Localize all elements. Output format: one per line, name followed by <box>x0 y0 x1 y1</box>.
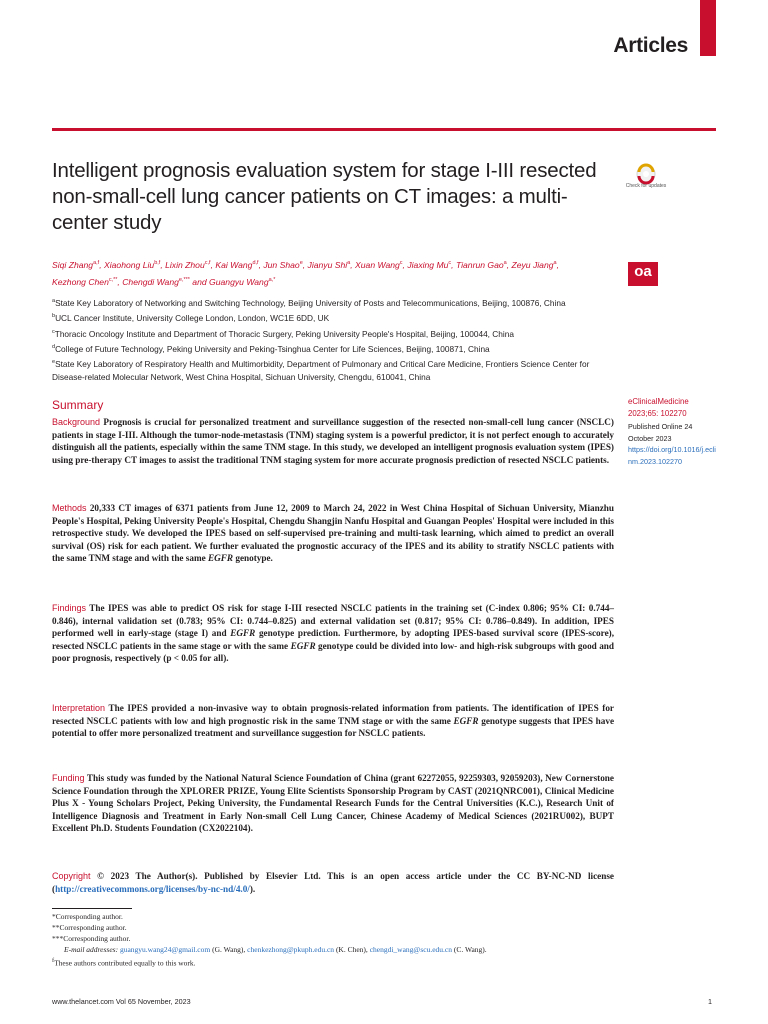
corresponding-note-2: **Corresponding author. <box>52 923 127 932</box>
author-name[interactable]: Lixin Zhou <box>165 259 205 270</box>
author-affiliation-sup: c,f <box>204 260 211 266</box>
affiliation-sup: c <box>52 328 55 335</box>
funding-label: Funding <box>52 773 85 783</box>
footer-journal: www.thelancet.com Vol 65 November, 2023 <box>52 997 191 1006</box>
funding-text: This study was funded by the National Natural Science Foundation of China (grant 62272055, 92259303, 92059203), New Cornerstone Science Foundation through the XPLORER PRIZE, Young Elite Scientists Sponsorship Program by CAST (2021QNRC001), Clinical Medicine Plus X - Young Scholars Project, Peking University, the Fundamental Research Funds for the Central Universities (K.C.), Research Unit of Intelligence Diagnosis and Treatment in Early Non-small Cell Lung Cancer, Chinese Academy of Medical Sciences (2021RU002), BUPT Excellent Ph.D. Students Foundation (CX2022104). <box>52 773 614 834</box>
author-name[interactable]: Jiaxing Mu <box>407 259 449 270</box>
email-link-2[interactable]: chenkezhong@pkuph.edu.cn <box>247 945 335 954</box>
author-name[interactable]: Jun Shao <box>263 259 300 270</box>
gene-name: EGFR <box>290 640 316 651</box>
page-number: 1 <box>708 997 712 1006</box>
section-label: Articles <box>613 34 688 57</box>
findings-text-mid: genotype prediction. Furthermore, by adopting IPES-based survival score (IPES-score), resected NSCLC patients in the same stage or with the same <box>52 628 614 651</box>
copyright-text-end: ). <box>249 883 256 894</box>
methods-label: Methods <box>52 503 87 513</box>
affiliation-sup: e <box>52 359 56 366</box>
findings-text-end: genotype could be divided into low- and high-risk subgroups with good and poor prognosis, respectively (p < 0.05 for all). <box>52 640 615 664</box>
affiliation-sup: b <box>52 313 56 320</box>
interpretation-text-end: genotype suggests that IPES have potential to offer more personalized treatment and surveillance suggestion for NSCLC patients. <box>52 715 615 739</box>
side-info <box>628 396 718 467</box>
author-name[interactable]: Guangyu Wang <box>209 276 269 287</box>
check-for-updates-icon <box>628 162 664 198</box>
email-label: E-mail addresses: <box>64 945 119 954</box>
author-name[interactable]: Jianyu Shi <box>307 259 348 270</box>
interpretation-label: Interpretation <box>52 703 106 713</box>
check-for-updates-text: Check for updates <box>625 183 667 189</box>
affiliation-text: UCL Cancer Institute, University College London, London, WC1E 6DD, UK <box>55 313 330 324</box>
author-name[interactable]: Zeyu Jiang <box>511 259 554 270</box>
author-affiliation-sup: e,*** <box>178 276 190 283</box>
methods-paragraph <box>52 502 614 565</box>
copyright-paragraph <box>52 870 614 895</box>
header-rule <box>52 128 716 131</box>
gene-name: EGFR <box>453 715 479 726</box>
affiliation-text: College of Future Technology, Peking University and Peking-Tsinghua Center for Life Sciences, Beijing, 100871, China <box>55 343 490 354</box>
doi-link[interactable]: https://doi.org/10.1016/j.eclinm.2023.102270 <box>628 445 716 466</box>
equal-contribution-note <box>52 955 672 969</box>
author-affiliation-sup: c <box>448 260 452 266</box>
author-name[interactable]: Xuan Wang <box>355 259 400 270</box>
background-label: Background <box>52 417 101 427</box>
affiliation <box>52 310 618 325</box>
affiliation-sup: d <box>52 343 56 350</box>
author-affiliation-sup: a,* <box>268 276 276 283</box>
author-name[interactable]: Kai Wang <box>215 259 253 270</box>
author-list: Siqi Zhang$^{a,f}$, Xiaohong Liu$^{b,f}$, Lixin Zhou$^{c,f}$, Kai Wang$^{d,f}$, Jun Shao$^e$, Jianyu Shi$^a$, Xuan Wang$^c$, Jiaxing Mu$^c$, Tianrun Gao$^a$, Zeyu Jiang$^a$, Kezhong Chen$^{c,**}$, Chengdi Wang$^{e,***}$ and Guangyu Wang$^{a,*}$ <box>52 259 559 287</box>
copyright-text: © 2023 The Author(s). Published by Elsevier Ltd. This is an open access article under the CC BY-NC-ND license ( <box>52 871 614 894</box>
background-paragraph <box>52 416 614 466</box>
journal-name: eClinicalMedicine <box>628 397 689 406</box>
copyright-label: Copyright <box>52 871 91 881</box>
background-text: Prognosis is crucial for personalized treatment and surveillance suggestion of the resected non-small-cell lung cancer (NSCLC) patients in stage I-III. Although the tumor-node-metastasis (TNM) staging system is a powerful predictor, it is not perfect enough to accurately distinguish all the patients, especially within the same TNM stage. In this study, we developed an intelligent prognosis evaluation system (IPES) using pre-therapy CT images to assist the traditional TNM staging system for more accurate prognosis prediction of resected NSCLC patients. <box>52 417 614 465</box>
author-name[interactable]: Xiaohong Liu <box>104 259 155 270</box>
gene-name: EGFR <box>208 553 234 564</box>
author-affiliation-sup: a <box>553 260 557 266</box>
methods-text-end: genotype. <box>235 553 273 564</box>
author-affiliation-sup: a,f <box>93 260 100 266</box>
email-addresses <box>52 944 672 955</box>
corresponding-note-3: ***Corresponding author. <box>52 934 131 943</box>
published-date: Published Online 24 October 2023 <box>628 422 693 443</box>
email-owner-2: (K. Chen), <box>335 945 368 954</box>
email-link-1[interactable]: guangyu.wang24@gmail.com <box>119 945 211 954</box>
equal-sup: f <box>52 957 55 964</box>
affiliation <box>52 341 618 356</box>
author-name[interactable]: Kezhong Chen <box>52 276 109 287</box>
footnote-rule <box>52 908 132 909</box>
interpretation-paragraph <box>52 702 614 740</box>
summary-heading: Summary <box>52 398 104 412</box>
article-title: Intelligent prognosis evaluation system for stage I-III resected non-small-cell lung cancer patients on CT images: a multi-center study <box>52 159 597 234</box>
author-affiliation-sup: a <box>347 260 351 266</box>
affiliation-text: Thoracic Oncology Institute and Department of Thoracic Surgery, Peking University People's Hospital, Beijing, 100044, China <box>54 328 514 339</box>
affiliation-text: State Key Laboratory of Networking and Switching Technology, Beijing University of Posts and Telecommunications, Beijing, 100876, China <box>55 297 566 308</box>
author-affiliation-sup: c,** <box>108 276 118 283</box>
affiliations <box>52 295 618 385</box>
affiliation <box>52 326 618 341</box>
author-affiliation-sup: e <box>299 260 303 266</box>
author-affiliation-sup: b,f <box>154 260 161 266</box>
author-affiliation-sup: a <box>503 260 507 266</box>
author-affiliation-sup: d,f <box>252 260 259 266</box>
affiliation <box>52 295 618 310</box>
author-name[interactable]: Tianrun Gao <box>455 259 504 270</box>
methods-text: 20,333 CT images of 6371 patients from June 12, 2009 to March 24, 2022 in West China Hospital of Sichuan University, Mianzhu People's Hospital, Peking University People's Hospital, Chengdu Shangjin Nanfu Hospital and Guangan Peoples' Hospital were included in this retrospective study. We developed the IPES based on self-supervised pre-training and multi-task learning, which aimed to predict an overall survival (OS) risk for each patient. We further evaluated the prognostic accuracy of the IPES and its ability to stratify NSCLC patients with the same TNM stage and with the same <box>52 503 615 564</box>
corresponding-note-1: *Corresponding author. <box>52 912 123 921</box>
top-accent-bar <box>700 0 716 56</box>
author-name[interactable]: Siqi Zhang <box>52 259 94 270</box>
license-link[interactable]: http://creativecommons.org/licenses/by-nc-nd/4.0/ <box>55 883 250 894</box>
email-owner-1: (G. Wang), <box>212 945 246 954</box>
funding-paragraph <box>52 772 614 835</box>
open-access-badge: oa <box>628 262 658 286</box>
author-name[interactable]: Chengdi Wang <box>122 276 179 287</box>
email-owner-3: (C. Wang). <box>453 945 487 954</box>
footnotes <box>52 911 672 969</box>
findings-label: Findings <box>52 603 87 613</box>
affiliation <box>52 356 618 385</box>
gene-name: EGFR <box>230 628 256 639</box>
email-link-3[interactable]: chengdi_wang@scu.edu.cn <box>369 945 452 954</box>
affiliation-text: State Key Laboratory of Respiratory Health and Multimorbidity, Department of Pulmonary and Critical Care Medicine, Frontiers Science Center for Disease-related Molecular Network, West China Hospital, Sichuan University, Chengdu, 610041, China <box>52 358 590 383</box>
equal-text: These authors contributed equally to this work. <box>54 958 196 968</box>
findings-paragraph <box>52 602 614 665</box>
findings-text: The IPES was able to predict OS risk for stage I-III resected NSCLC patients in the training set (C-index 0.806; 95% CI: 0.744–0.846), internal validation set (0.783; 95% CI: 0.744–0.825) and external validation set (0.817; 95% CI: 0.786–0.849). In addition, IPES performed well in early-stage (stage I) and <box>52 603 615 639</box>
interpretation-text: The IPES provided a non-invasive way to obtain prognosis-related information from patients. The identification of IPES for resected NSCLC patients with low and high prognostic risk in the same TNM stage or with the same <box>52 703 614 726</box>
journal-volume: 2023;65: 102270 <box>628 408 687 418</box>
affiliation-sup: a <box>52 298 56 304</box>
author-affiliation-sup: c <box>399 260 403 266</box>
